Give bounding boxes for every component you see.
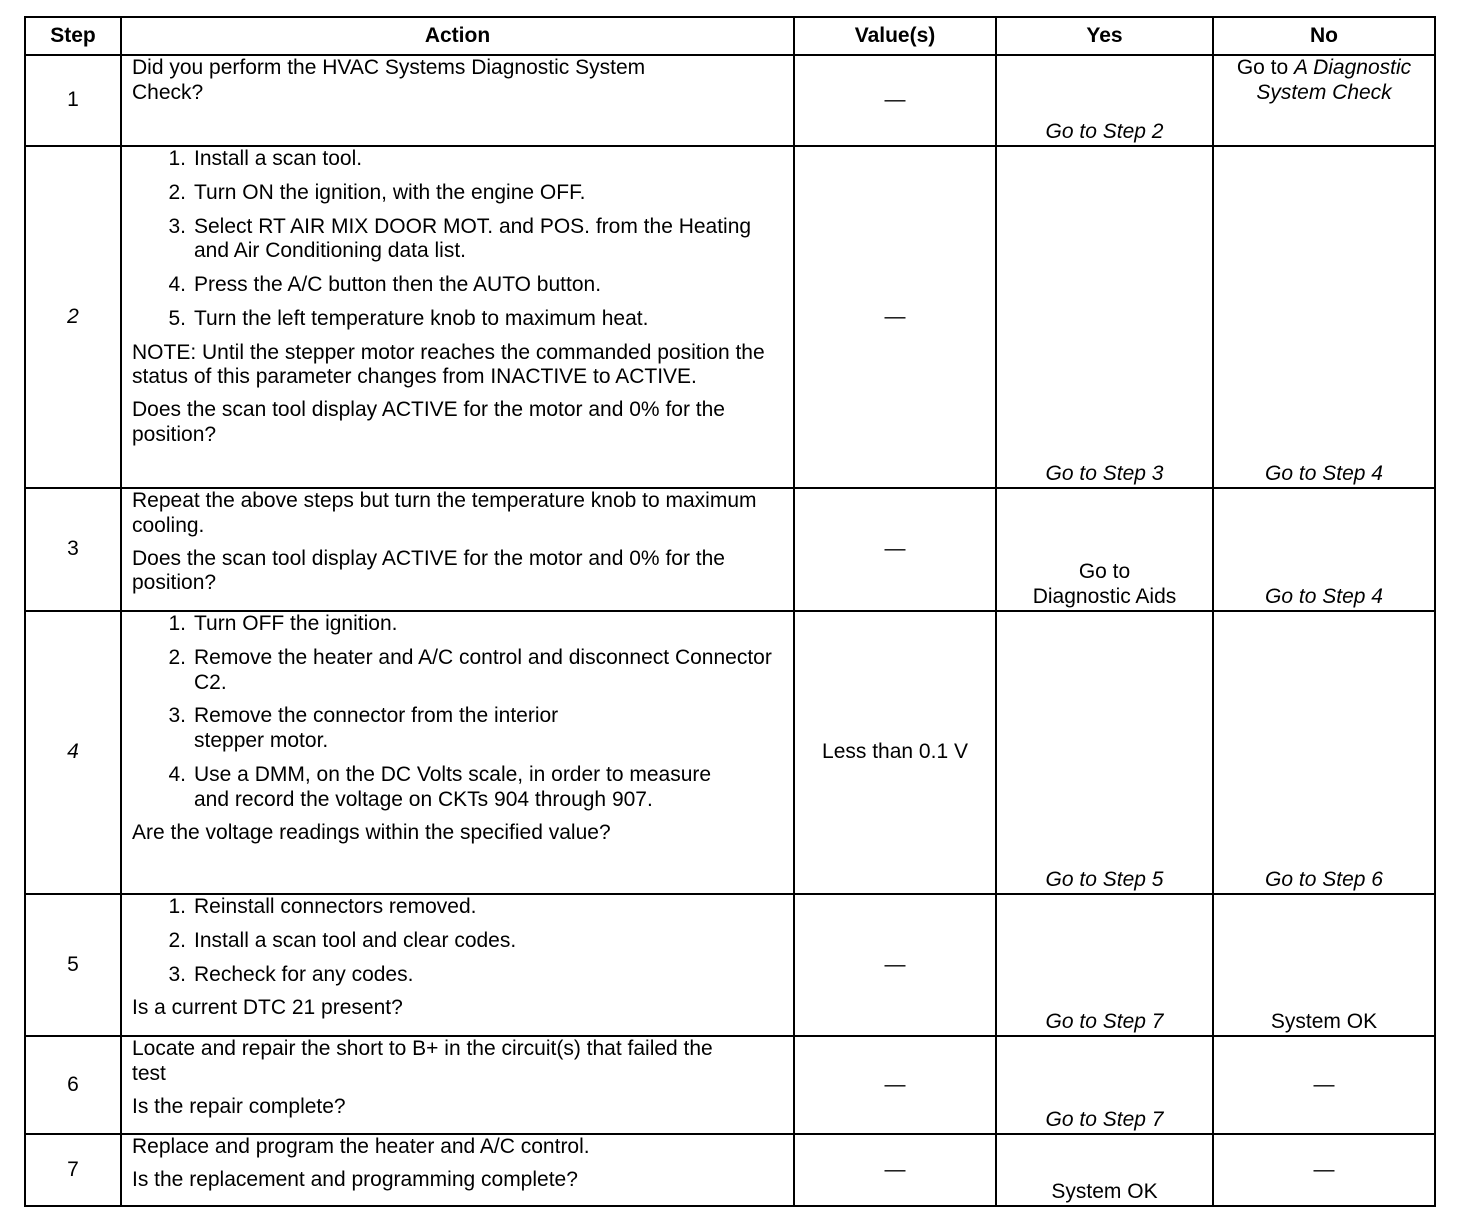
action-text: Replace and program the heater and A/C control.: [132, 1135, 590, 1158]
step-item-number: 4.: [168, 273, 186, 297]
step-item-text: Select RT AIR MIX DOOR MOT. and POS. from the Heating and Air Conditioning data list.: [194, 214, 752, 263]
list-item: [132, 929, 783, 954]
action-note: NOTE: Until the stepper motor reaches the commanded position the status of this parameter changes from INACTIVE to ACTIVE.: [132, 340, 765, 389]
action-question: Are the voltage readings within the specified value?: [132, 821, 611, 845]
table-row: [25, 55, 1435, 146]
action-text: Locate and repair the short to B+ in the circuit(s) that failed the test: [132, 1037, 713, 1085]
list-item: [132, 215, 783, 265]
no-prefix: Go to: [1236, 56, 1295, 79]
step-item-number: 2.: [168, 645, 186, 669]
value-cell: —: [794, 894, 996, 1036]
action-question: Is the replacement and programming complete?: [132, 1167, 578, 1191]
table-row: [25, 894, 1435, 1036]
action-cell: [121, 894, 794, 1036]
yes-cell: Go to Diagnostic Aids: [996, 488, 1213, 611]
step-number: 7: [25, 1134, 121, 1206]
header-no: No: [1213, 17, 1435, 55]
no-cell: Go to Step 4: [1213, 146, 1435, 488]
step-item-text: Remove the connector from the interior stepper motor.: [194, 704, 559, 753]
step-item-text: Turn ON the ignition, with the engine OFF.: [194, 180, 586, 204]
diagnostic-table: [24, 16, 1436, 1207]
action-text: Repeat the above steps but turn the temperature knob to maximum cooling.: [132, 489, 757, 537]
table-row: [25, 1036, 1435, 1134]
value-cell: —: [794, 488, 996, 611]
table-row: [25, 488, 1435, 611]
step-item-text: Use a DMM, on the DC Volts scale, in order to measure and record the voltage on CKTs 904 through 907.: [194, 762, 712, 811]
list-item: [132, 895, 783, 920]
action-steps: [132, 612, 783, 812]
list-item: [132, 704, 783, 754]
action-steps: [132, 895, 783, 987]
list-item: [132, 646, 783, 696]
action-cell: [121, 1134, 794, 1206]
value-cell: Less than 0.1 V: [794, 611, 996, 894]
list-item: [132, 273, 783, 298]
value-cell: —: [794, 146, 996, 488]
step-item-text: Install a scan tool.: [194, 147, 363, 170]
step-number: 2: [25, 146, 121, 488]
no-cell: Go to Step 6: [1213, 611, 1435, 894]
table-row: [25, 1134, 1435, 1206]
value-cell: —: [794, 55, 996, 146]
step-item-text: Turn the left temperature knob to maximum heat.: [194, 306, 649, 330]
step-item-text: Press the A/C button then the AUTO button.: [194, 273, 602, 297]
step-item-number: 3.: [168, 704, 186, 728]
action-cell: [121, 55, 794, 146]
step-number: 5: [25, 894, 121, 1036]
step-item-number: 4.: [168, 762, 186, 786]
list-item: [132, 147, 783, 172]
yes-cell: System OK: [996, 1134, 1213, 1206]
step-number: 3: [25, 488, 121, 611]
list-item: [132, 763, 783, 813]
no-cell: Go to Step 4: [1213, 488, 1435, 611]
yes-cell: Go to Step 5: [996, 611, 1213, 894]
step-number: 1: [25, 55, 121, 146]
yes-cell: Go to Step 7: [996, 894, 1213, 1036]
step-item-number: 3.: [168, 214, 186, 238]
value-cell: —: [794, 1036, 996, 1134]
action-question: Is a current DTC 21 present?: [132, 996, 403, 1020]
step-item-text: Turn OFF the ignition.: [194, 612, 398, 635]
no-link: A Diagnostic System Check: [1256, 56, 1412, 104]
table-row: [25, 611, 1435, 894]
step-number: 6: [25, 1036, 121, 1134]
step-item-number: 1.: [168, 147, 186, 170]
list-item: [132, 963, 783, 988]
step-item-text: Remove the heater and A/C control and disconnect Connector C2.: [194, 645, 772, 694]
step-item-number: 2.: [168, 180, 186, 204]
list-item: [132, 181, 783, 206]
header-values: Value(s): [794, 17, 996, 55]
step-item-number: 2.: [168, 928, 186, 952]
no-cell: —: [1213, 1134, 1435, 1206]
step-item-text: Install a scan tool and clear codes.: [194, 928, 517, 952]
action-cell: [121, 146, 794, 488]
no-cell: System OK: [1213, 894, 1435, 1036]
table-row: [25, 146, 1435, 488]
header-row: [25, 17, 1435, 55]
yes-cell: Go to Step 7: [996, 1036, 1213, 1134]
no-cell: —: [1213, 1036, 1435, 1134]
action-question: Did you perform the HVAC Systems Diagnostic System Check?: [132, 56, 646, 104]
step-item-number: 1.: [168, 895, 186, 918]
action-cell: [121, 1036, 794, 1134]
no-cell: [1213, 55, 1435, 146]
value-cell: —: [794, 1134, 996, 1206]
step-number: 4: [25, 611, 121, 894]
action-cell: [121, 611, 794, 894]
step-item-text: Reinstall connectors removed.: [194, 895, 477, 918]
action-question: Does the scan tool display ACTIVE for the motor and 0% for the position?: [132, 546, 725, 595]
list-item: [132, 612, 783, 637]
action-cell: [121, 488, 794, 611]
step-item-number: 5.: [168, 306, 186, 330]
step-item-number: 3.: [168, 962, 186, 986]
header-action: Action: [121, 17, 794, 55]
yes-cell: Go to Step 2: [996, 55, 1213, 146]
step-item-number: 1.: [168, 612, 186, 635]
action-question: Is the repair complete?: [132, 1094, 346, 1118]
action-question: Does the scan tool display ACTIVE for the motor and 0% for the position?: [132, 398, 725, 446]
step-item-text: Recheck for any codes.: [194, 962, 414, 986]
yes-cell: Go to Step 3: [996, 146, 1213, 488]
list-item: [132, 307, 783, 332]
header-step: Step: [25, 17, 121, 55]
action-steps: [132, 147, 783, 332]
header-yes: Yes: [996, 17, 1213, 55]
